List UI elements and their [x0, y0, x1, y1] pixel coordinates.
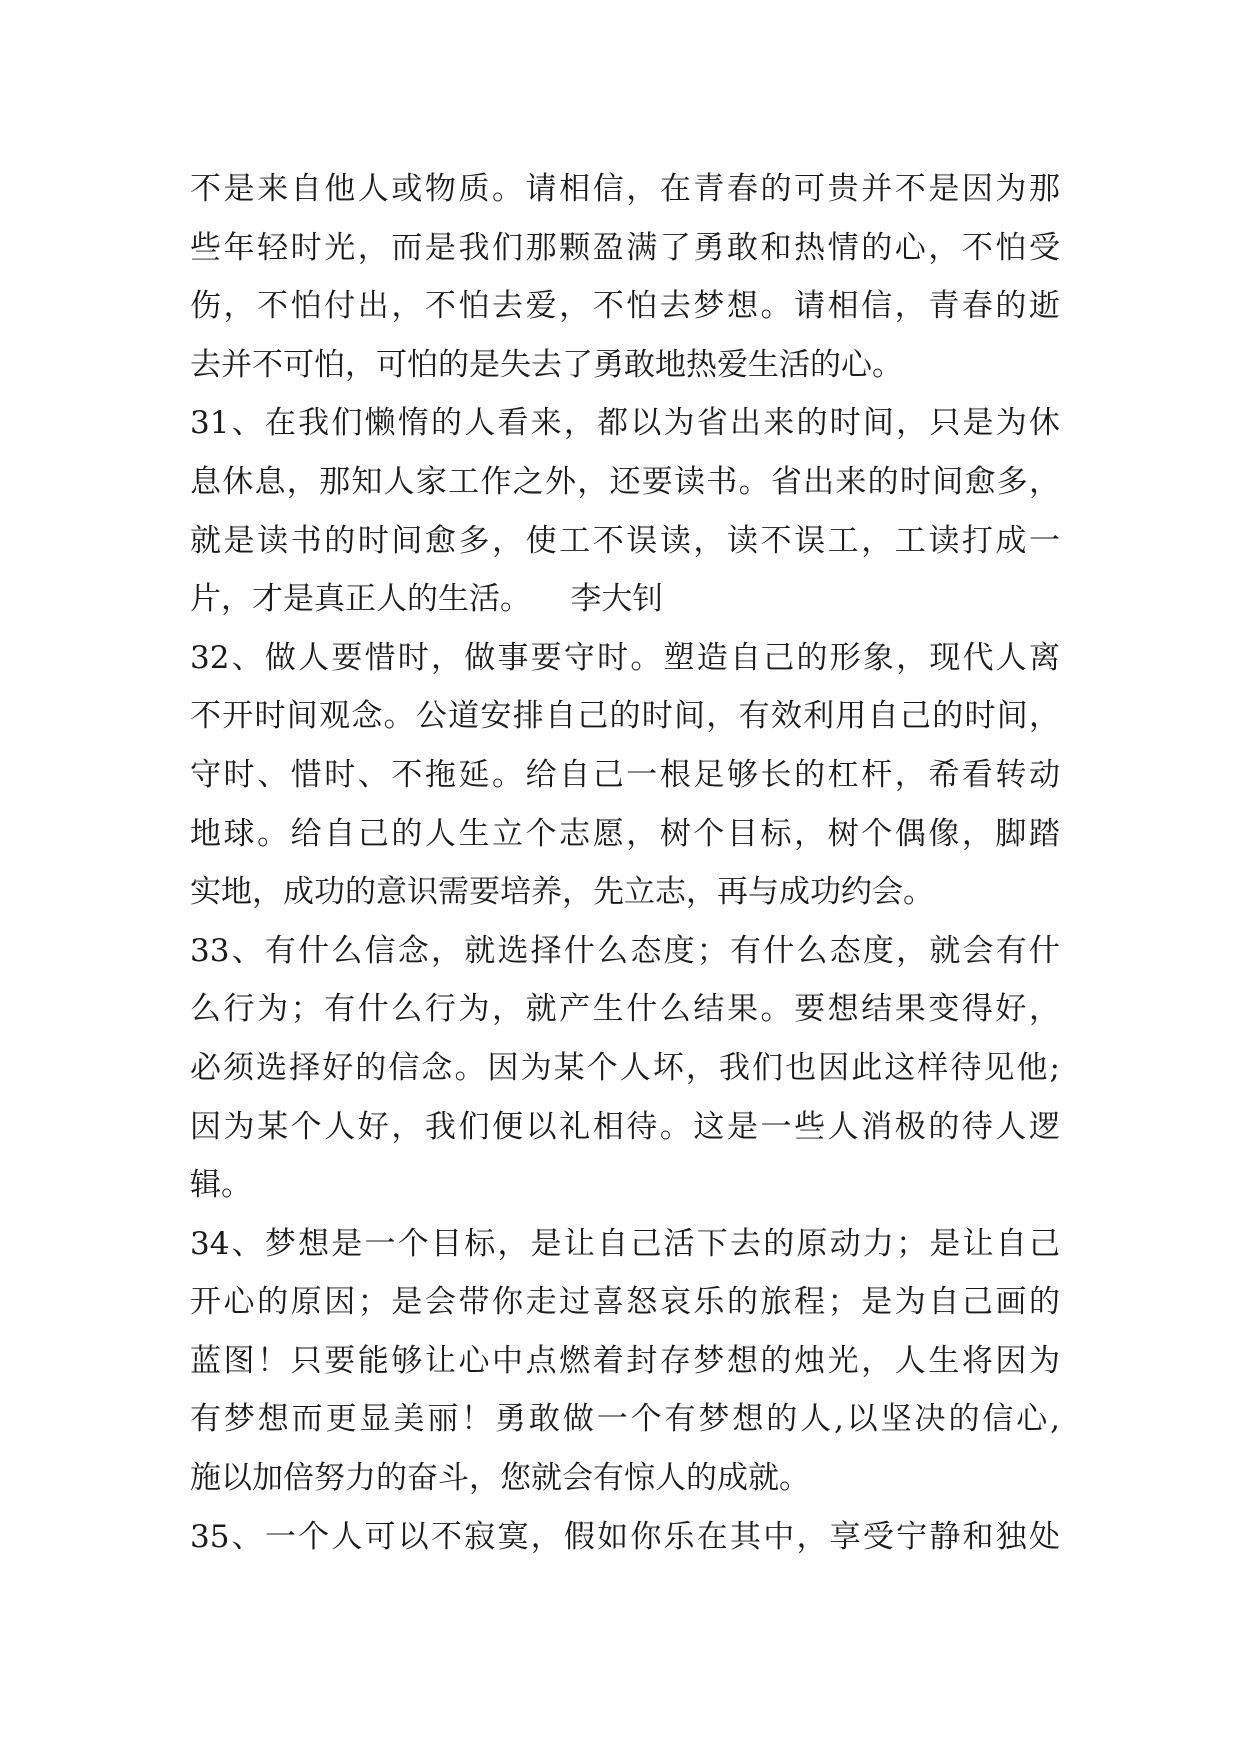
text-line: 不开时间观念。公道安排自己的时间，有效利用自己的时间，: [190, 698, 1060, 735]
text-line: 32、做人要惜时，做事要守时。塑造自己的形象，现代人离: [190, 639, 1060, 676]
text-line: 么行为；有什么行为，就产生什么结果。要想结果变得好，: [190, 991, 1060, 1028]
text-line: 不是来自他人或物质。请相信，在青春的可贵并不是因为那: [190, 171, 1060, 207]
text-line: 地球。给自己的人生立个志愿，树个目标，树个偶像，脚踏: [190, 815, 1060, 852]
text-line: 实地，成功的意识需要培养，先立志，再与成功约会。: [190, 874, 934, 911]
text-line: 必须选择好的信念。因为某个人坏，我们也因此这样待见他;: [190, 1049, 1060, 1086]
text-line: 就是读书的时间愈多，使工不误读，读不误工，工读打成一: [190, 522, 1060, 559]
text-line: 辑。: [190, 1167, 252, 1204]
text-line: 去并不可怕，可怕的是失去了勇敢地热爱生活的心。: [190, 346, 903, 383]
text-line: 34、梦想是一个目标，是让自己活下去的原动力；是让自己: [190, 1225, 1060, 1262]
body-text: [190, 160, 1060, 1566]
text-line: 蓝图！只要能够让心中点燃着封存梦想的烛光，人生将因为: [190, 1342, 1060, 1379]
text-line: 有梦想而更显美丽！勇敢做一个有梦想的人,以坚决的信心,: [190, 1401, 1060, 1438]
text-line: 35、一个人可以不寂寞，假如你乐在其中，享受宁静和独处: [190, 1518, 1060, 1555]
text-line: 片，才是真正人的生活。 李大钊: [190, 581, 664, 618]
text-line: 守时、惜时、不拖延。给自己一根足够长的杠杆，希看转动: [190, 756, 1060, 793]
text-line: 因为某个人好，我们便以礼相待。这是一些人消极的待人逻: [190, 1108, 1060, 1145]
text-line: 施以加倍努力的奋斗，您就会有惊人的成就。: [190, 1460, 810, 1497]
text-line: 些年轻时光，而是我们那颗盈满了勇敢和热情的心，不怕受: [190, 229, 1060, 266]
text-line: 33、有什么信念，就选择什么态度；有什么态度，就会有什: [190, 932, 1060, 969]
text-line: 开心的原因；是会带你走过喜怒哀乐的旅程；是为自己画的: [190, 1284, 1060, 1321]
text-line: 息休息，那知人家工作之外，还要读书。省出来的时间愈多，: [190, 463, 1060, 500]
text-line: 31、在我们懒惰的人看来，都以为省出来的时间，只是为休: [190, 405, 1060, 442]
text-line: 伤，不怕付出，不怕去爱，不怕去梦想。请相信，青春的逝: [190, 288, 1060, 325]
